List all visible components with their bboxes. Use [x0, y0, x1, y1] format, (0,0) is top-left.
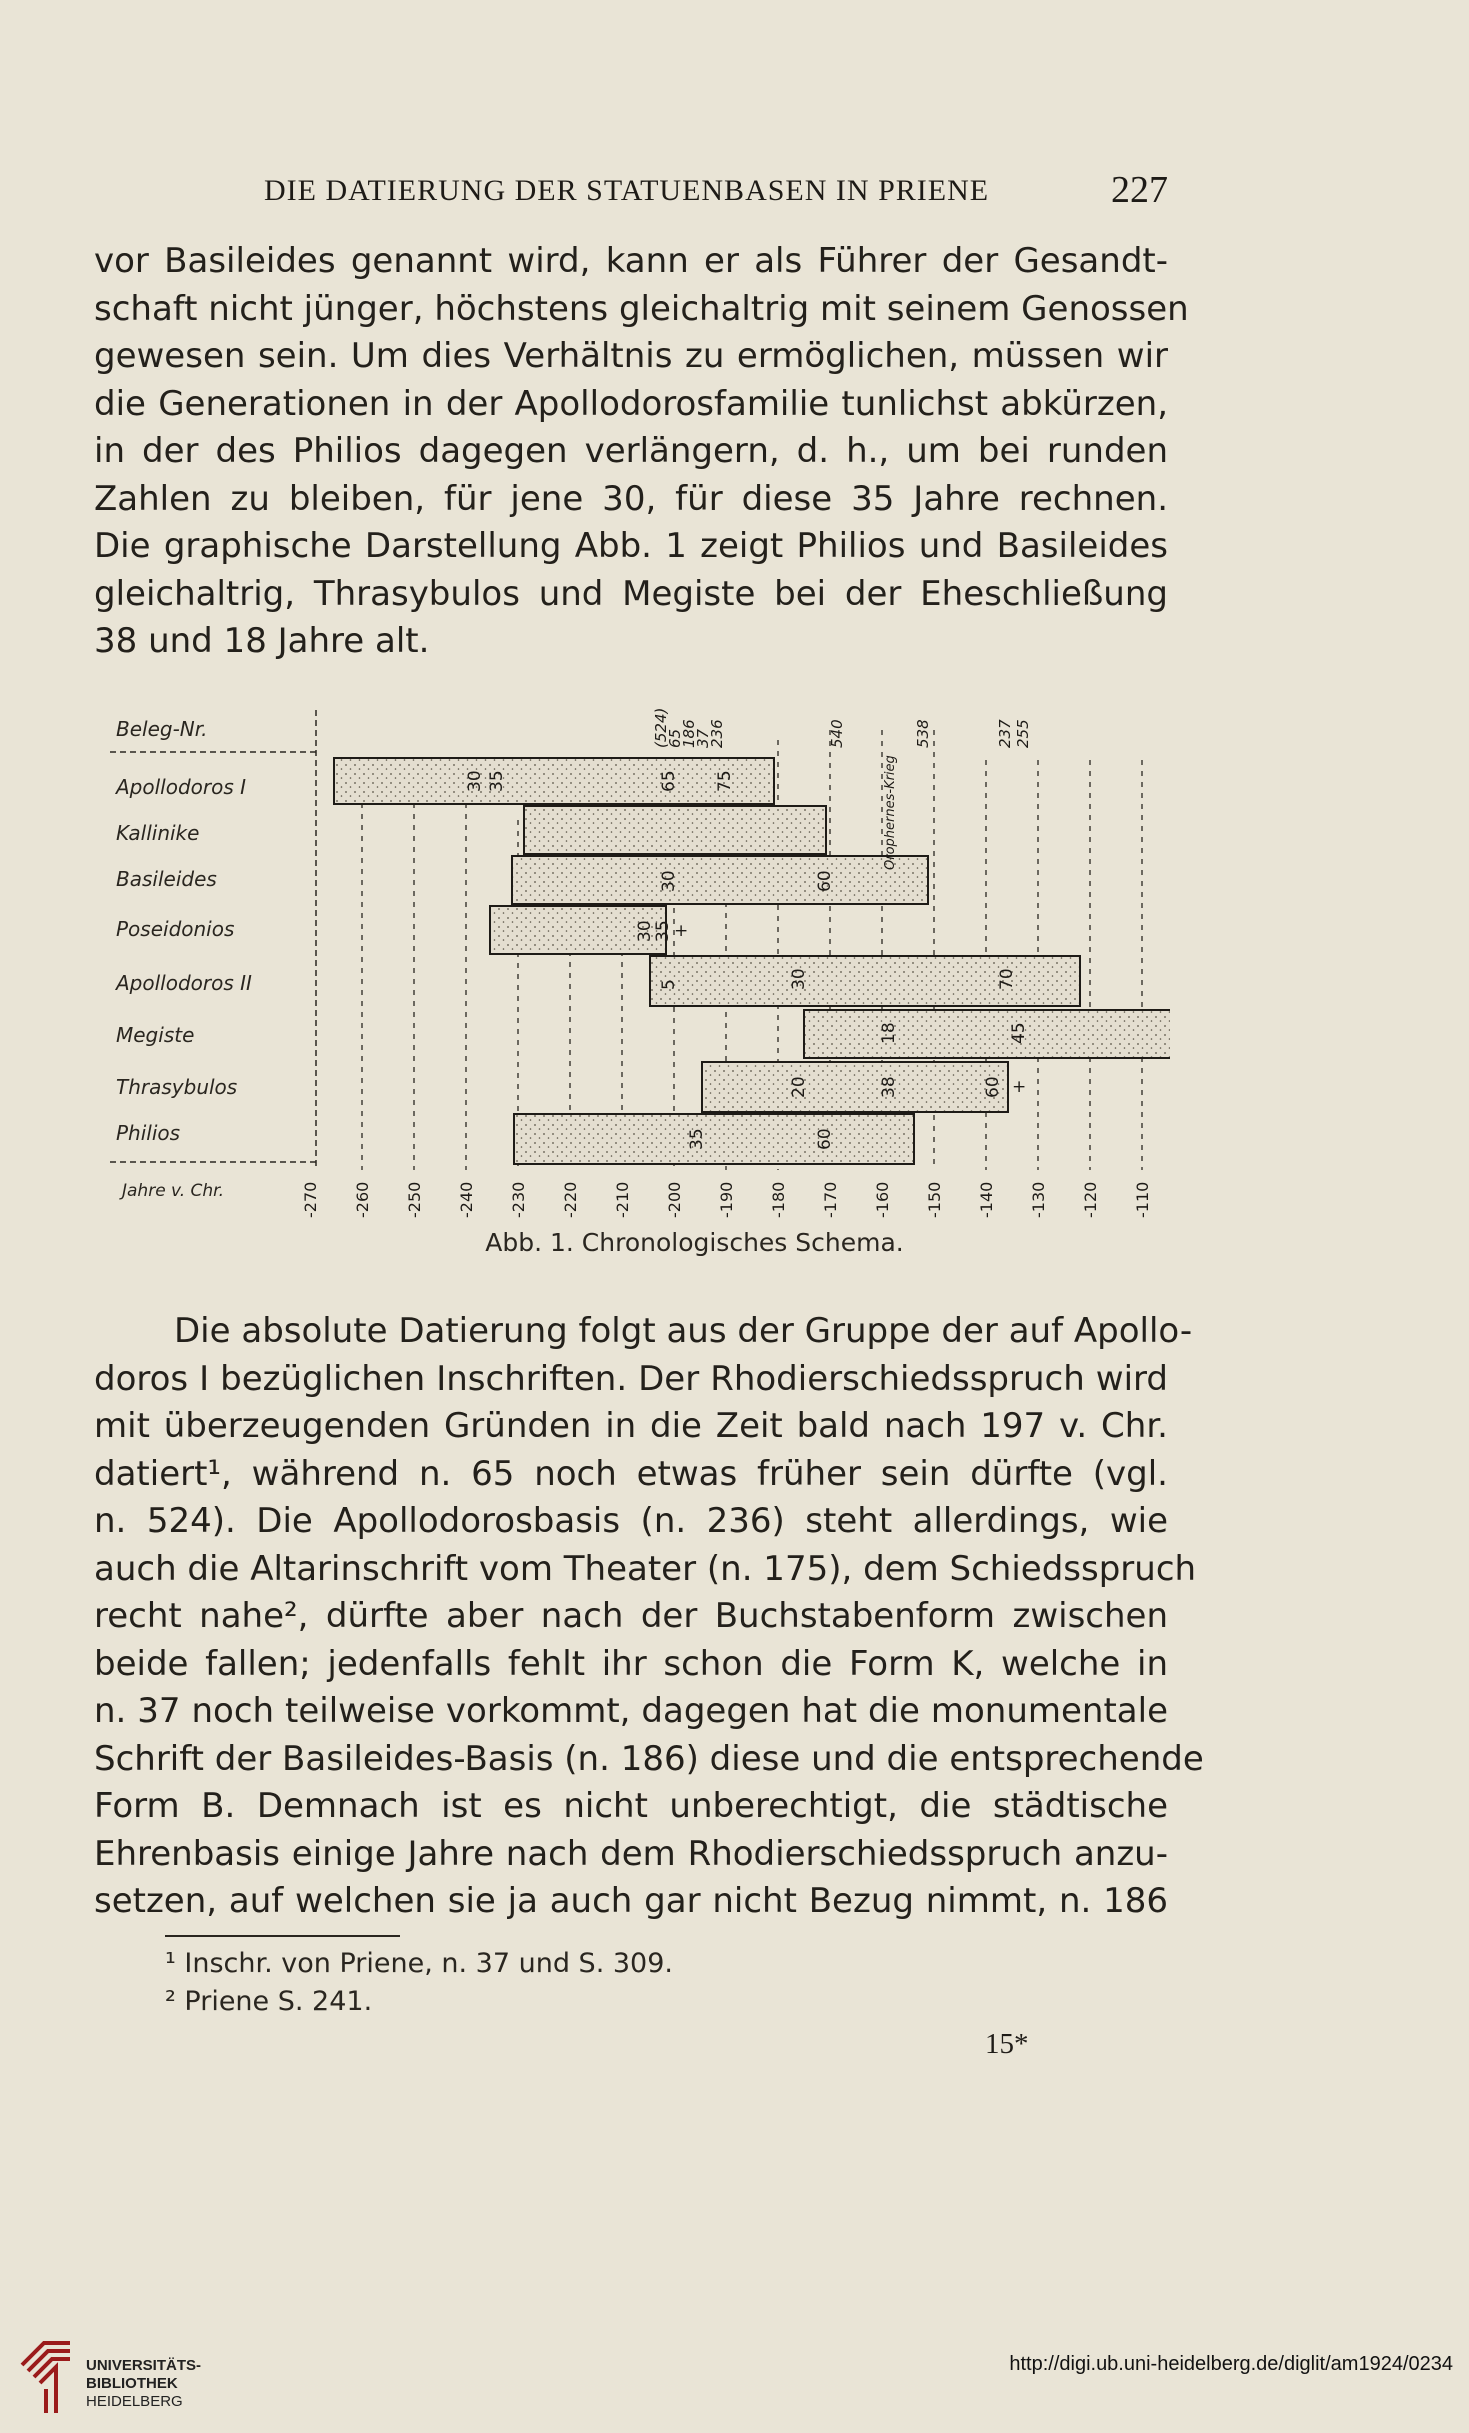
year-label: -170	[821, 1181, 840, 1218]
text-line: die Generationen in der Apollodorosfamilie tunlichst abkürzen,	[94, 383, 1168, 424]
library-name	[86, 2357, 201, 2411]
row-label-philios: Philios	[116, 1121, 181, 1145]
row-header-label: Beleg-Nr.	[116, 717, 208, 741]
chronological-schema-figure	[110, 700, 1170, 1240]
page-number: 227	[1111, 169, 1168, 211]
bar-basileides	[512, 856, 928, 904]
text-line: n. 524). Die Apollodorosbasis (n. 236) steht allerdings, wie	[94, 1501, 1168, 1541]
bar-label: 75	[715, 770, 735, 792]
footnote-2: ² Priene S. 241.	[165, 1986, 373, 2017]
row-label-basileides: Basileides	[116, 867, 217, 891]
figure-caption	[0, 1228, 1469, 1257]
text-line: in der des Philios dagegen verlängern, d. h., um bei runden	[94, 431, 1168, 471]
footnotes	[165, 1945, 673, 2021]
bar-label: 60	[815, 1128, 835, 1150]
bar-label: 18	[879, 1022, 899, 1044]
bar-label: 35	[487, 770, 507, 792]
library-logo	[14, 2325, 214, 2415]
bar-label: +	[1012, 1077, 1027, 1097]
library-line-1: UNIVERSITÄTS-	[86, 2357, 202, 2374]
row-label-apollodoros-1: Apollodoros I	[116, 775, 247, 799]
text-line: n. 37 noch teilweise vorkommt, dagegen hat die monumentale	[94, 1691, 1168, 1731]
text-line: Ehrenbasis einige Jahre nach dem Rhodierschiedsspruch anzu-	[94, 1833, 1168, 1874]
year-label: -190	[717, 1181, 736, 1218]
text-line: Form B. Demnach ist es nicht unberechtigt, die städtische	[94, 1786, 1168, 1826]
bar-label: 20	[789, 1076, 809, 1098]
bar-philios	[514, 1114, 914, 1164]
beleg-number: 65	[666, 728, 684, 748]
bar-label: 35	[653, 920, 673, 942]
year-label: -210	[613, 1181, 632, 1218]
bar-label: 30	[659, 870, 679, 892]
row-label-megiste: Megiste	[116, 1023, 195, 1047]
year-label: -110	[1133, 1181, 1152, 1218]
footnote-divider	[165, 1935, 400, 1937]
row-label-apollodoros-2: Apollodoros II	[116, 971, 252, 995]
bar-label: +	[674, 921, 689, 941]
bar-megiste	[804, 1010, 1170, 1058]
row-label-kallinike: Kallinike	[116, 821, 200, 845]
signature-mark: 15*	[985, 2028, 1029, 2060]
year-label: -220	[561, 1181, 580, 1218]
library-emblem-icon	[14, 2325, 78, 2415]
footnote-1: ¹ Inschr. von Priene, n. 37 und S. 309.	[165, 1948, 673, 1979]
library-line-2: BIBLIOTHEK	[86, 2375, 178, 2392]
beleg-number: 186	[680, 719, 698, 748]
beleg-number: 236	[708, 719, 726, 748]
bar-label: 60	[815, 870, 835, 892]
bar-label: 30	[789, 968, 809, 990]
source-url[interactable]: http://digi.ub.uni-heidelberg.de/diglit/am1924/0234	[1009, 2353, 1453, 2375]
text-line: recht nahe², dürfte aber nach der Buchstabenform zwischen	[94, 1596, 1168, 1636]
schema-diagram	[110, 700, 1170, 1240]
caption-text: Abb. 1. Chronologisches Schema.	[485, 1228, 904, 1257]
beleg-number: 538	[914, 719, 932, 748]
text-line: gleichaltrig, Thrasybulos und Megiste bei der Eheschließung	[94, 573, 1168, 614]
text-line: vor Basileides genannt wird, kann er als Führer der Gesandt-	[94, 241, 1168, 281]
text-line: doros I bezüglichen Inschriften. Der Rhodierschiedsspruch wird	[94, 1358, 1168, 1399]
year-label: -180	[769, 1181, 788, 1218]
text-line: datiert¹, während n. 65 noch etwas früher sein dürfte (vgl.	[94, 1453, 1168, 1494]
beleg-number: 255	[1014, 719, 1032, 748]
text-line: Die absolute Datierung folgt aus der Gruppe der auf Apollo-	[174, 1311, 1193, 1351]
beleg-number: (524)	[652, 707, 670, 748]
bar-apollodoros-1	[334, 758, 774, 804]
bar-label: 45	[1009, 1022, 1029, 1044]
row-label-poseidonios: Poseidonios	[116, 917, 235, 941]
year-label: -270	[301, 1181, 320, 1218]
bar-label: 60	[983, 1076, 1003, 1098]
paragraph-2	[94, 1308, 1204, 1926]
year-label: -140	[977, 1181, 996, 1218]
row-label-thrasybulos: Thrasybulos	[116, 1075, 238, 1099]
axis-label: Jahre v. Chr.	[122, 1181, 225, 1201]
text-line: beide fallen; jedenfalls fehlt ihr schon die Form K, welche in	[94, 1643, 1168, 1684]
year-label: -150	[925, 1181, 944, 1218]
bar-label: 30	[465, 770, 485, 792]
text-line: 38 und 18 Jahre alt.	[94, 621, 430, 661]
bar-label: 5	[659, 979, 679, 990]
beleg-number: 540	[828, 719, 846, 748]
year-label: -260	[353, 1181, 372, 1218]
text-line: Zahlen zu bleiben, für jene 30, für diese 35 Jahre rechnen.	[94, 478, 1168, 519]
year-label: -240	[457, 1181, 476, 1218]
bar-kallinike	[524, 806, 826, 854]
year-label: -120	[1081, 1181, 1100, 1218]
generation-bars	[334, 758, 1170, 1164]
bar-label: 30	[635, 920, 655, 942]
beleg-number: 37	[694, 728, 712, 748]
year-label: -250	[405, 1181, 424, 1218]
bar-label: 35	[687, 1128, 707, 1150]
krieg-label: Orophernes-Krieg	[883, 755, 898, 870]
running-title: DIE DATIERUNG DER STATUENBASEN IN PRIENE	[264, 174, 990, 207]
text-line: auch die Altarinschrift vom Theater (n. 175), dem Schiedsspruch	[94, 1548, 1197, 1589]
text-line: schaft nicht jünger, höchstens gleichaltrig mit seinem Genossen	[94, 288, 1189, 329]
year-label: -230	[509, 1181, 528, 1218]
text-line: mit überzeugenden Gründen in die Zeit bald nach 197 v. Chr.	[94, 1406, 1168, 1446]
bar-thrasybulos	[702, 1062, 1008, 1112]
text-line: gewesen sein. Um dies Verhältnis zu ermöglichen, müssen wir	[94, 336, 1168, 376]
text-line: Schrift der Basileides-Basis (n. 186) diese und die entsprechende	[94, 1738, 1204, 1779]
paragraph-1	[94, 238, 1189, 666]
bar-label: 65	[659, 770, 679, 792]
bar-label: 38	[879, 1076, 899, 1098]
page-header	[94, 168, 1168, 218]
text-line: Die graphische Darstellung Abb. 1 zeigt Philios und Basileides	[94, 526, 1168, 566]
text-line: setzen, auf welchen sie ja auch gar nicht Bezug nimmt, n. 186	[94, 1881, 1168, 1921]
year-label: -200	[665, 1181, 684, 1218]
library-line-3: HEIDELBERG	[86, 2393, 183, 2410]
beleg-number: 237	[996, 719, 1014, 748]
year-label: -160	[873, 1181, 892, 1218]
year-label: -130	[1029, 1181, 1048, 1218]
bar-label: 70	[997, 968, 1017, 990]
